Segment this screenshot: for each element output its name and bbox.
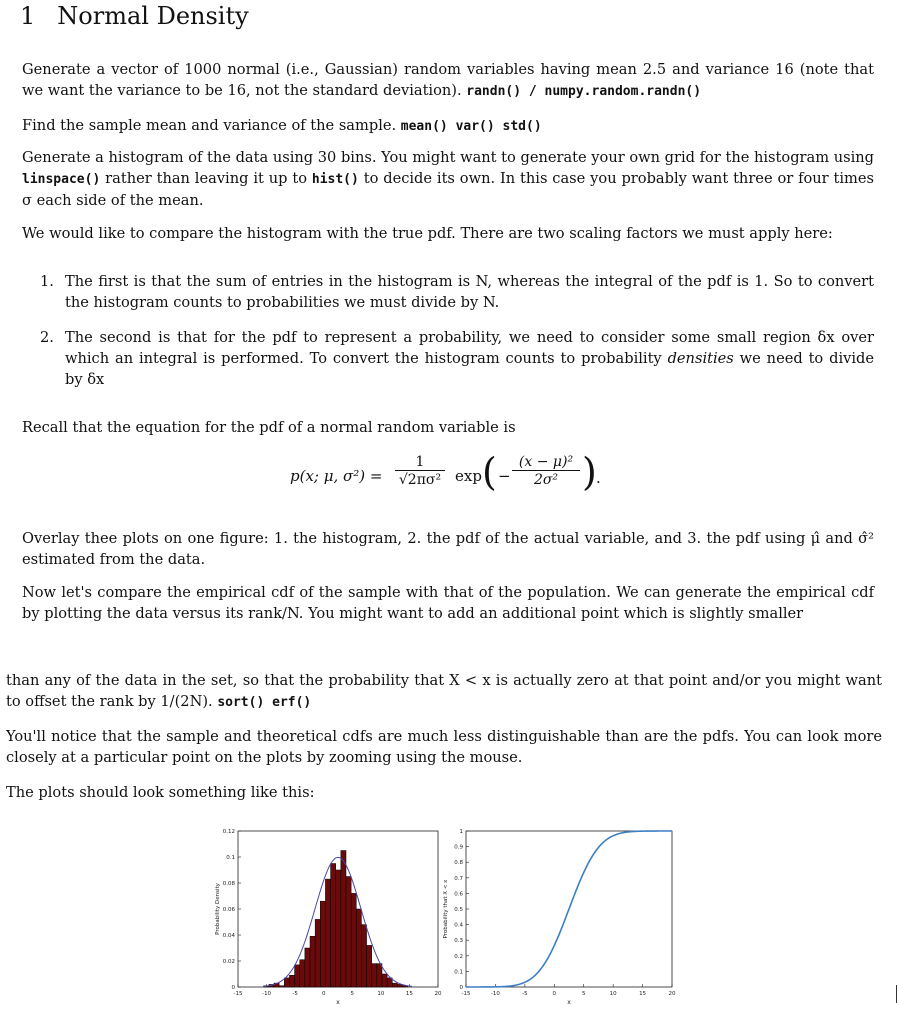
code-randn: randn() / numpy.random.randn() <box>466 84 702 99</box>
equation-frac1-numerator: 1 <box>395 454 445 471</box>
histogram-bar <box>367 945 372 987</box>
histogram-bar <box>361 925 366 987</box>
y-tick-label: 0.5 <box>454 907 463 913</box>
paragraph-3-text-c: to decide its own. In this case you probably want three or four times σ each side of the mean. <box>22 170 875 209</box>
x-tick-label: 5 <box>350 991 355 997</box>
paragraph-8-text: than any of the data in the set, so that the probability that X < x is actually zero at that point and/or you might want to offset the rank by 1/(2N). <box>6 672 882 710</box>
x-tick-label: -10 <box>490 991 500 997</box>
paragraph-1 <box>22 59 874 102</box>
list-item-2-emphasis: densities <box>667 350 734 367</box>
histogram-bar <box>325 879 330 987</box>
x-tick-label: 0 <box>321 991 326 997</box>
histogram-bar <box>279 986 284 987</box>
y-tick-label: 0.1 <box>226 855 235 861</box>
x-tick-label: -5 <box>292 991 298 997</box>
y-tick-label: 0 <box>459 985 463 991</box>
histogram-bar <box>310 936 315 987</box>
y-tick-label: 0.08 <box>222 881 235 887</box>
histogram-bar <box>331 864 336 988</box>
histogram-bar <box>295 965 300 987</box>
paragraph-10: The plots should look something like this: <box>6 784 315 801</box>
histogram-bar <box>289 975 294 987</box>
histogram-bar <box>372 964 377 987</box>
paragraph-5: Recall that the equation for the pdf of a normal random variable is <box>22 419 516 436</box>
x-tick-label: -10 <box>262 991 272 997</box>
histogram-bar <box>392 983 397 987</box>
equation-left-paren: ( <box>482 450 497 494</box>
y-tick-label: 0.12 <box>222 829 235 835</box>
equation-minus: − <box>498 467 511 485</box>
list-item-1-text: The first is that the sum of entries in the histogram is N, whereas the integral of the pdf is 1. So to convert the histogram counts to probabilities we must divide by N. <box>65 273 874 311</box>
list-item-2-text-b: we need to divide by δx <box>65 350 875 388</box>
list-item-1 <box>40 271 874 313</box>
x-tick-label: 10 <box>609 991 617 997</box>
code-sort-erf: sort() erf() <box>217 695 312 710</box>
x-tick-label: 0 <box>552 991 557 997</box>
cdf-chart <box>443 829 676 1006</box>
histogram-bar <box>356 909 361 987</box>
histogram-bar <box>315 919 320 987</box>
paragraph-3 <box>22 147 874 211</box>
histogram-bar <box>346 877 351 988</box>
code-mean-var-std: mean() var() std() <box>400 119 542 134</box>
x-tick-label: -15 <box>233 991 243 997</box>
equation-frac2-denominator: 2σ² <box>533 472 559 488</box>
histogram-bar <box>336 870 341 987</box>
y-axis-label: Probability Density <box>215 883 221 935</box>
histogram-bar <box>351 893 356 987</box>
x-tick-label: -5 <box>522 991 528 997</box>
histogram-chart <box>215 829 442 1006</box>
x-tick-label: 20 <box>434 991 442 997</box>
histogram-bar <box>305 948 310 987</box>
y-tick-label: 0.02 <box>222 959 235 965</box>
equation-right-paren: ) <box>582 450 597 494</box>
paragraph-8 <box>6 670 882 713</box>
equation-frac2-numerator: (x − μ)² <box>512 454 580 471</box>
equation-frac1-denominator: √2πσ² <box>398 472 442 488</box>
y-tick-label: 0 <box>231 985 235 991</box>
x-tick-label: -15 <box>461 991 471 997</box>
paragraph-2-text: Find the sample mean and variance of the sample. <box>22 117 397 134</box>
paragraph-3-text-a: Generate a histogram of the data using 30 bins. You might want to generate your own grid for the histogram using <box>22 149 874 166</box>
y-tick-label: 0.4 <box>454 922 463 929</box>
list-item-1-number: 1. <box>40 273 54 290</box>
equation-period: . <box>596 469 601 487</box>
y-tick-label: 0.2 <box>454 953 463 960</box>
code-hist: hist() <box>311 172 359 187</box>
paragraph-4: We would like to compare the histogram with the true pdf. There are two scaling factors we must apply here: <box>22 225 833 242</box>
paragraph-2 <box>22 115 874 137</box>
histogram-bar <box>382 974 387 987</box>
x-tick-label: 15 <box>405 991 413 997</box>
paragraph-7: Now let's compare the empirical cdf of the sample with that of the population. We can generate the empirical cdf by plotting the data versus its rank/N. You might want to add an additional point which is slightly smaller <box>22 584 874 622</box>
y-tick-label: 0.9 <box>454 844 463 851</box>
equation-exp: exp <box>455 467 482 485</box>
y-axis-label: Probability that X < x <box>443 879 449 939</box>
y-tick-label: 0.06 <box>222 907 235 913</box>
x-tick-label: 15 <box>639 991 647 997</box>
y-tick-label: 0.3 <box>454 938 463 945</box>
histogram-bar <box>300 960 305 987</box>
paragraph-9: You'll notice that the sample and theoretical cdfs are much less distinguishable than are the pdfs. You can look more closely at a particular point on the plots by zooming using the mouse. <box>6 728 882 766</box>
x-tick-label: 20 <box>668 991 676 997</box>
y-tick-label: 0.7 <box>454 875 463 882</box>
list-item-2-number: 2. <box>40 329 54 346</box>
code-linspace: linspace() <box>22 172 101 187</box>
figure-plots <box>215 826 682 1008</box>
section-title <box>20 2 249 30</box>
paragraph-1-text: Generate a vector of 1000 normal (i.e., Gaussian) random variables having mean 2.5 and variance 16 (note that we want the variance to be 16, not the standard deviation). <box>22 61 874 99</box>
list-item-2 <box>40 327 874 390</box>
x-tick-label: 10 <box>377 991 385 997</box>
equation-fraction-1 <box>395 454 445 488</box>
y-tick-label: 0.6 <box>454 891 463 898</box>
y-tick-label: 0.8 <box>454 860 463 867</box>
paragraph-3-text-b: rather than leaving it up to <box>105 170 307 187</box>
section-title-text: Normal Density <box>57 2 249 30</box>
y-tick-label: 0.04 <box>222 933 235 939</box>
equation-lhs: p(x; μ, σ²) = <box>290 467 383 485</box>
list-item-2-text-a: The second is that for the pdf to represent a probability, we need to consider some small region δx over which an integral is performed. To convert the histogram counts to probability <box>65 329 874 367</box>
paragraph-6: Overlay thee plots on one figure: 1. the histogram, 2. the pdf of the actual variable, and 3. the pdf using μ̂ and σ̂² estimated from the data. <box>22 530 874 568</box>
y-tick-label: 1 <box>459 829 463 835</box>
histogram-bar <box>341 851 346 988</box>
histogram-bar <box>377 964 382 987</box>
section-number: 1 <box>20 2 36 30</box>
y-tick-label: 0.1 <box>454 969 463 976</box>
x-axis-label: x <box>336 999 340 1006</box>
list-item-2-text <box>65 327 874 390</box>
histogram-bar <box>284 978 289 987</box>
x-axis-label: x <box>567 999 571 1006</box>
x-tick-label: 5 <box>581 991 586 997</box>
equation-fraction-2 <box>512 454 580 488</box>
histogram-bar <box>320 901 325 987</box>
